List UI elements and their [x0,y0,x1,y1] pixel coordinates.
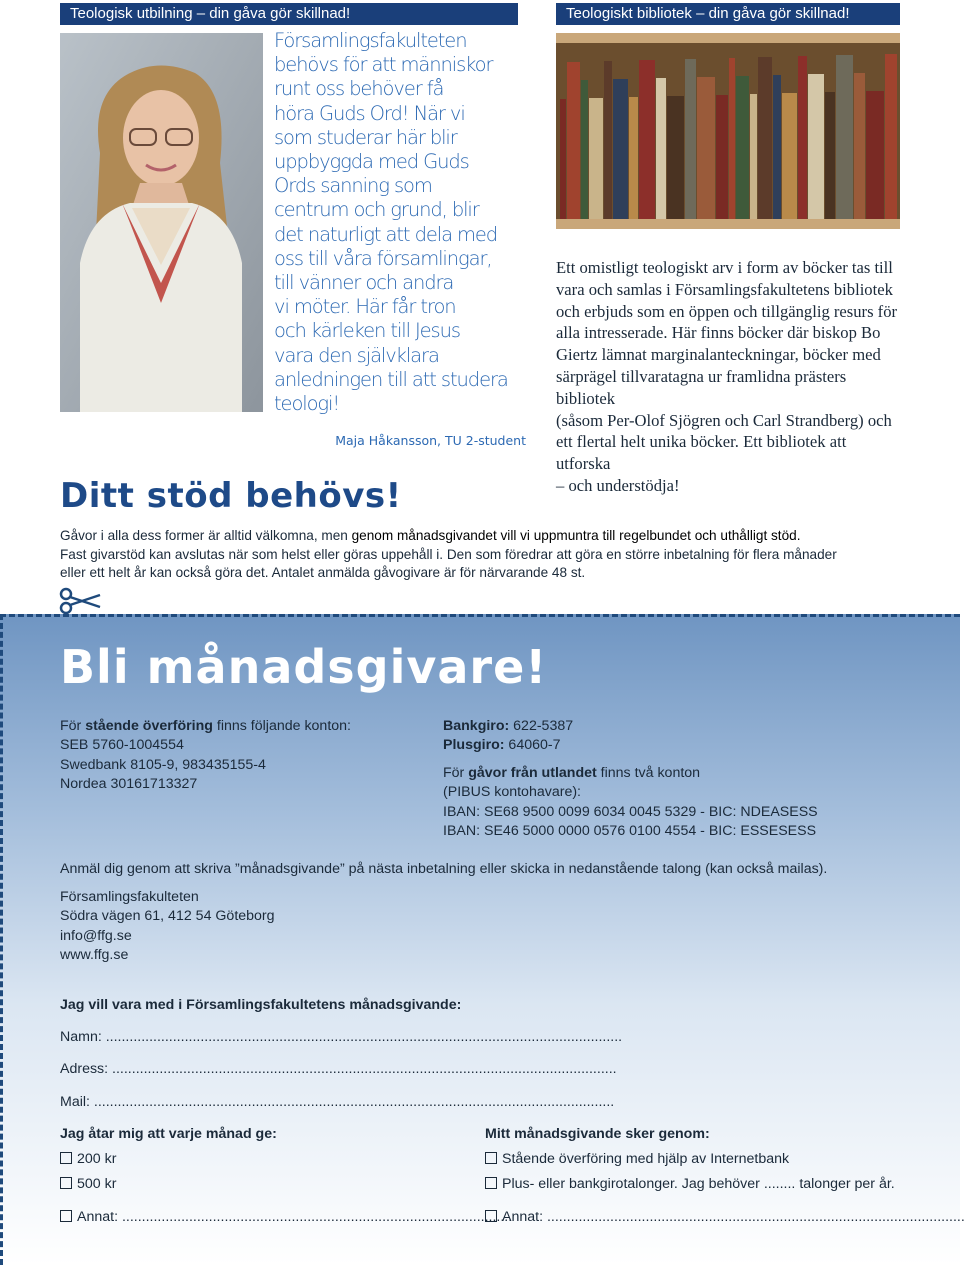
checkbox-standing-transfer[interactable] [485,1152,497,1164]
support-line1-emphasis: genom månadsgivandet vill vi uppmuntra till regelbundet och uthålligt stöd. [351,528,801,543]
address-website[interactable]: www.ffg.se [60,947,129,964]
checkbox-500[interactable] [60,1177,72,1189]
mail-field[interactable]: Mail: .................................................................................................................................... [60,1094,615,1110]
account-swedbank: Swedbank 8105-9, 983435155-4 [60,756,266,773]
name-field[interactable]: Namn: ................................................................................................................................... [60,1029,623,1045]
standing-transfer-block [60,717,430,795]
quote-line: runt oss behöver få [274,77,444,101]
library-line: vara och samlas i Församlingsfakultetens bibliotek [556,279,893,299]
library-line: – och understödja! [556,475,680,495]
postal-address [60,888,460,966]
amount-500-label: 500 kr [77,1176,117,1192]
standing-intro-bold: stående överföring [85,718,213,734]
student-portrait-photo [60,33,263,412]
plusgiro-value: 64060-7 [504,737,561,754]
iban-1: IBAN: SE68 9500 0099 6034 0045 5329 - BIC: NDEASESS [443,803,818,820]
quote-line: Ords sanning som [274,174,432,198]
method-heading: Mitt månadsgivande sker genom: [485,1126,710,1142]
address-org: Församlingsfakulteten [60,889,199,905]
method-giro-option[interactable] [485,1176,895,1192]
giro-block [443,717,923,841]
library-line: Ett omistligt teologiskt arv i form av böcker tas till [556,258,893,277]
amount-200-label: 200 kr [77,1151,117,1167]
quote-line: Församlingsfakulteten [274,29,467,52]
quote-author: Maja Håkansson, TU 2-student [335,433,526,448]
pibus-label: (PIBUS kontohavare): [443,784,581,801]
library-description [556,257,904,497]
quote-line: och kärleken till Jesus [274,319,460,343]
plusgiro-label: Plusgiro: [443,737,505,754]
address-field[interactable]: Adress: ................................................................................................................................ [60,1061,617,1077]
quote-line: anledningen till att studera [274,367,508,391]
library-line: ett flertal helt unika böcker. Ett bibliotek att utforska [556,432,847,474]
account-seb: SEB 5760-1004554 [60,737,184,754]
quote-line: uppbyggda med Guds [274,150,469,174]
standing-intro-start: För [60,718,86,734]
checkbox-amount-other[interactable] [60,1210,72,1222]
quote-line: till vänner och andra [274,271,454,295]
foreign-intro-end: finns två konton [596,764,701,781]
left-header-text: Teologisk utbilning – din gåva gör skillnad! [70,5,351,22]
iban-2: IBAN: SE46 5000 0000 0576 0100 4554 - BIC: ESSESESS [443,823,817,840]
method-giro-label: Plus- eller bankgirotalonger. Jag behöver ........ talonger per år. [502,1176,895,1192]
method-other-label: Annat: .......................................................................................................... [502,1209,965,1225]
quote-line: centrum och grund, blir [274,198,479,222]
support-heading: Ditt stöd behövs! [60,476,402,516]
address-email[interactable]: info@ffg.se [60,927,132,944]
quote-line: som studerar här blir [274,125,457,149]
method-standing-option[interactable] [485,1151,789,1167]
support-text [60,527,940,583]
right-header-bar [556,3,900,25]
foreign-intro-start: För [443,764,469,781]
amount-other-option[interactable] [60,1209,513,1225]
quote-line: teologi! [274,392,340,416]
monthly-amount-heading: Jag åtar mig att varje månad ge: [60,1126,277,1142]
register-text: Anmäl dig genom att skriva ”månadsgivande” på nästa inbetalning eller skicka in nedanstående talong (kan också mailas). [60,861,828,877]
method-other-option[interactable] [485,1209,965,1225]
checkbox-giro[interactable] [485,1177,497,1189]
amount-500-option[interactable] [60,1176,116,1192]
quote-line: vara den självklara [274,343,439,367]
support-line3: eller ett helt år kan också göra det. Antalet anmälda gåvogivare är för närvarande 48 st. [60,565,586,581]
quote-line: behövs för att människor [274,53,493,77]
student-quote [274,29,532,416]
library-line: (såsom Per-Olof Sjögren och Carl Strandberg) och [556,410,892,430]
checkbox-200[interactable] [60,1152,72,1164]
library-line: särprägel tillvaratagna ur framlidna prästers bibliotek [556,366,847,408]
join-heading: Jag vill vara med i Församlingsfakultetens månadsgivande: [60,997,462,1013]
left-header-bar [60,3,518,25]
bankgiro-label: Bankgiro: [443,718,510,734]
right-header-text: Teologiskt bibliotek – din gåva gör skillnad! [566,5,850,22]
foreign-intro-bold: gåvor från utlandet [468,764,597,781]
scissors-icon [58,587,102,615]
address-street: Södra vägen 61, 412 54 Göteborg [60,908,275,925]
amount-other-label: Annat: ................................................................................................... [77,1209,513,1225]
quote-line: oss till våra församlingar, [274,246,492,270]
library-line: Giertz lämnat marginalanteckningar, böcker med [556,345,881,365]
bankgiro-value: 622-5387 [509,718,574,734]
support-line2: Fast givarstöd kan avslutas när som helst eller göras uppehåll i. Den som föredrar att göra en större inbetalning för flera månader [60,546,837,562]
library-line: alla intresserade. Här finns böcker där biskop Bo [556,323,881,343]
method-standing-label: Stående överföring med hjälp av Internetbank [502,1151,790,1167]
library-line: och erbjuds som en öppen och tillgänglig resurs för [556,301,898,321]
standing-intro-end: finns följande konton: [212,718,351,734]
support-line1-start: Gåvor i alla dess former är alltid välkomna, men [60,528,352,543]
account-nordea: Nordea 30161713327 [60,776,198,793]
checkbox-method-other[interactable] [485,1210,497,1222]
quote-line: vi möter. Här får tron [274,295,456,319]
form-heading: Bli månadsgivare! [60,640,548,694]
quote-line: höra Guds Ord! När vi [274,101,465,125]
library-bookshelf-photo [556,33,900,229]
quote-line: det naturligt att dela med [274,222,498,246]
amount-200-option[interactable] [60,1151,116,1167]
